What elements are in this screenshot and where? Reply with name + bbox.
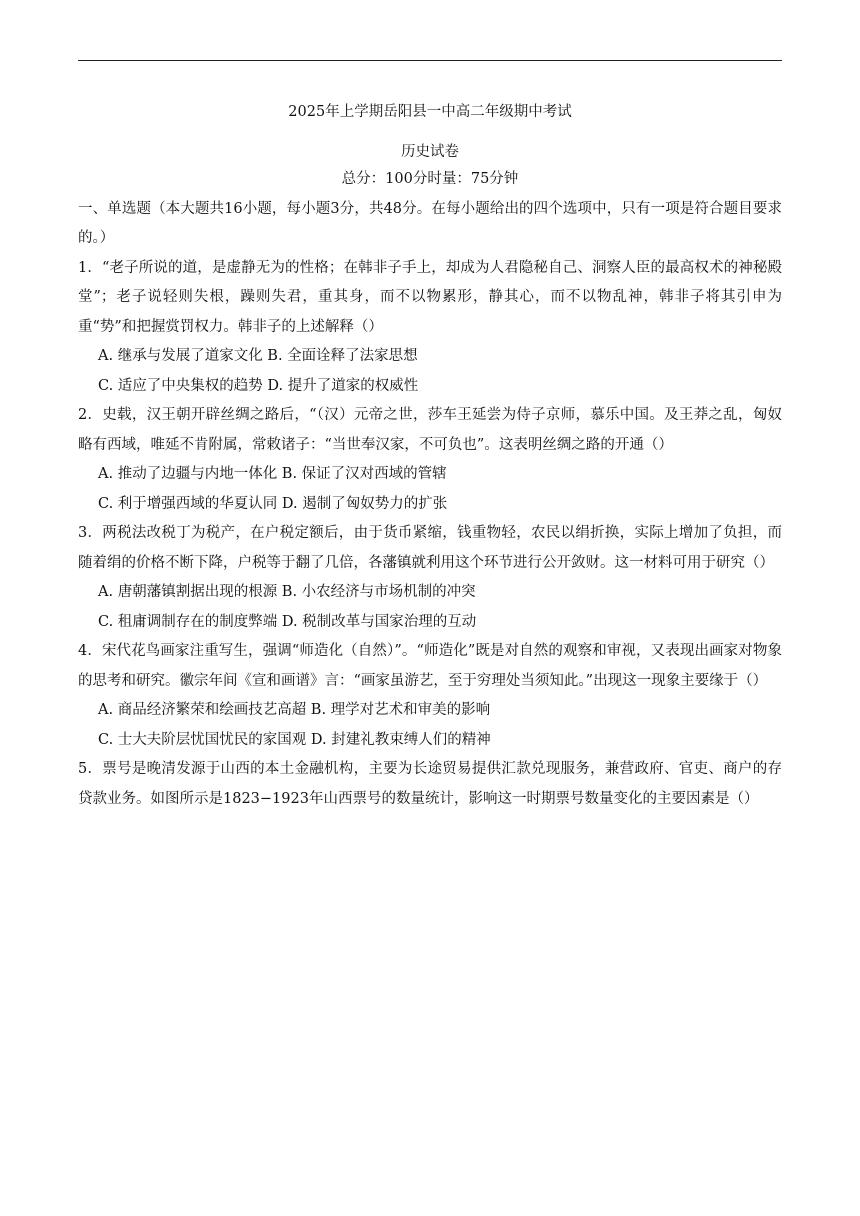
option-line: C. 租庸调制存在的制度弊端 D. 税制改革与国家治理的互动 (98, 613, 477, 630)
question-4 (78, 637, 782, 755)
option-line: C. 适应了中央集权的趋势 D. 提升了道家的权威性 (98, 377, 419, 394)
option-line: C. 士大夫阶层忧国忧民的家国观 D. 封建礼教束缚人们的精神 (98, 731, 491, 748)
option-line: A. 商品经济繁荣和绘画技艺高超 B. 理学对艺术和审美的影响 (98, 702, 491, 718)
section-heading: 一、单选题（本大题共16小题，每小题3分，共48分。在每小题给出的四个选项中，只有一项是符合题目要求的。） (78, 200, 782, 246)
option-line: A. 继承与发展了道家文化 B. 全面诠释了法家思想 (98, 348, 418, 364)
question-stem: 4．宋代花鸟画家注重写生，强调“师造化（自然）”。“师造化”既是对自然的观察和审视，又表现出画家对物象的思考和研究。徽宗年间《宣和画谱》言：“画家虽游艺，至于穷理处当须知此。”出现这一现象主要缘于（） (78, 643, 782, 689)
question-5 (78, 755, 782, 814)
header-rule (78, 60, 782, 61)
question-stem: 5．票号是晚清发源于山西的本土金融机构，主要为长途贸易提供汇款兑现服务，兼营政府、官吏、商户的存贷款业务。如图所示是1823−1923年山西票号的数量统计，影响这一时期票号数量变化的主要因素是（） (78, 761, 782, 807)
question-stem: 1．“老子所说的道，是虚静无为的性格；在韩非子手上，却成为人君隐秘自己、洞察人臣的最高权术的神秘殿堂”；老子说轻则失根，躁则失君，重其身，而不以物累形，静其心，而不以物乱神，韩非子将其引申为重“势”和把握赏罚权力。韩非子的上述解释（） (78, 259, 782, 335)
exam-subject: 历史试卷 (401, 143, 459, 160)
question-3 (78, 519, 782, 637)
option-line: A. 唐朝藩镇割据出现的根源 B. 小农经济与市场机制的冲突 (98, 584, 476, 600)
question-2 (78, 401, 782, 519)
option-line: C. 利于增强西域的华夏认同 D. 遏制了匈奴势力的扩张 (98, 495, 448, 512)
exam-page (78, 98, 782, 814)
question-stem: 3．两税法改税丁为税产，在户税定额后，由于货币紧缩，钱重物轻，农民以绢折换，实际上增加了负担，而随着绢的价格不断下降，户税等于翻了几倍，各藩镇就利用这个环节进行公开敛财。这一材料可用于研究（） (78, 525, 782, 571)
question-1 (78, 254, 782, 402)
question-stem: 2．史载，汉王朝开辟丝绸之路后，“（汉）元帝之世，莎车王延尝为侍子京师，慕乐中国。及王莽之乱，匈奴略有西域，唯延不肯附属，常敕诸子：“当世奉汉家，不可负也”。这表明丝绸之路的开通（） (78, 407, 782, 453)
exam-title: 2025年上学期岳阳县一中高二年级期中考试 (288, 104, 572, 120)
exam-meta: 总分：100分时量：75分钟 (341, 171, 519, 187)
option-line: A. 推动了边疆与内地一体化 B. 保证了汉对西域的管辖 (98, 466, 447, 482)
